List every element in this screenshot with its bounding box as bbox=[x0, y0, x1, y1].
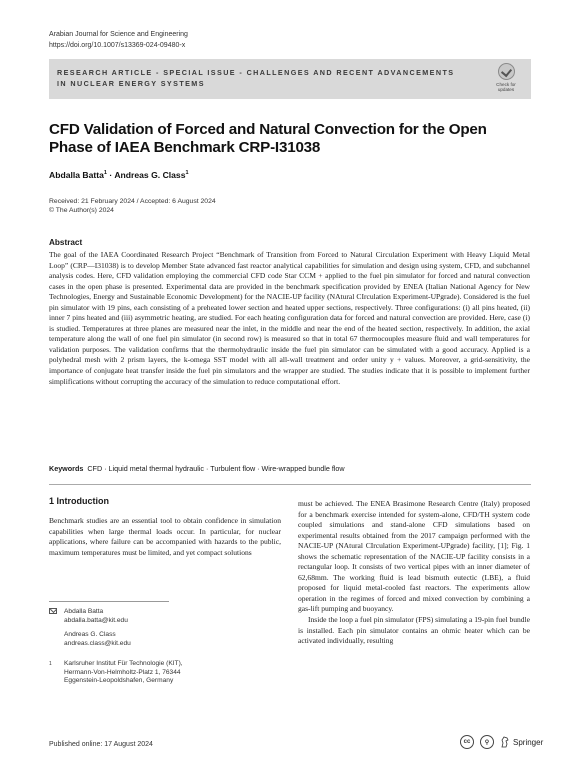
right-column bbox=[298, 499, 530, 647]
affiliation bbox=[49, 660, 183, 686]
introduction-heading: 1 Introduction bbox=[49, 496, 109, 506]
creative-commons-icon: cc bbox=[460, 735, 474, 749]
check-updates-label-1: Check for bbox=[496, 82, 516, 87]
affiliation-line: Karlsruher Institut Für Technologie (KIT), bbox=[64, 660, 183, 667]
introduction-paragraph: must be achieved. The ENEA Brasimone Research Centre (Italy) proposed for a benchmark exercise intended for system-alone, CFD/TH system code coupled simulations and stand-alone CFD simulations based on experimental results obtained from the 2017 campaign performed with the NACIE-UP (NAtural CIrculation Experiment-UPgrade) facility, [1]; Fig. 1 shows the schematic representation of the NACIE-UP facility consists in a rectangular loop. It consists of two vertical pipes with an inner diameter of 62,68mm. The working fluid is lead bismuth eutectic (LBE), a fluid proposed for liquid metal-cooled fast reactors. The experiments allow operation in the regimes of forced and mixed convection by combining a gas-lift pumping and buoyancy. bbox=[298, 499, 530, 614]
received-accepted-dates: Received: 21 February 2024 / Accepted: 6 August 2024 bbox=[49, 198, 216, 205]
footer-logos bbox=[460, 735, 543, 749]
contact-name: Abdalla Batta bbox=[64, 608, 104, 615]
footnote-rule bbox=[49, 601, 169, 602]
abstract-heading: Abstract bbox=[49, 238, 83, 247]
envelope-icon bbox=[49, 608, 57, 614]
left-column bbox=[49, 496, 281, 558]
publisher-logo bbox=[500, 736, 543, 748]
contact-email[interactable]: andreas.class@kit.edu bbox=[64, 639, 131, 647]
author-list bbox=[49, 170, 189, 180]
author-affiliation-mark: 1 bbox=[185, 170, 189, 177]
keywords bbox=[49, 464, 530, 473]
introduction-paragraph: Inside the loop a fuel pin simulator (FPS) simulating a 19-pin fuel bundle is installed. Each pin simulator contains an ohmic heater which can be activated individually, resulting bbox=[298, 615, 530, 646]
copyright-line: © The Author(s) 2024 bbox=[49, 207, 114, 214]
introduction-paragraph: Benchmark studies are an essential tool to obtain confidence in simulation capabilities when large thermal loads occur. In particular, for nuclear applications, where failure can be accompanied with hazards to the public, maximum temperatures must be limited, and yet compact solutions bbox=[49, 516, 281, 557]
abstract-body: The goal of the IAEA Coordinated Research Project “Benchmark of Transition from Forced to Natural Circulation Experiment with Heavy Liquid Metal Loop” (CRP—I31038) is to develop Member State advanced fast reactor analytical capabilities for simulation and design using system, CFD, and subchannel analysis codes. Here, CFD validation employing the commercial CFD code Star CCM + applied to the fuel pin simulator for forced and natural convection cases in the open phase is presented. Experimental data are provided in the benchmark specification provided by ENEA (Italian National Agency for New Technologies, Energy and Sustainable Economic Development) for the NACIE-UP facility (NAtural CIrculation Experiment-UPgrade). Considered is the fuel pin simulator with 19 pins, each consisting of a preheated lower section and heated upper sections, respectively. Three configurations: (i) all pins heated, (ii) inner 7 pins heated and (iii) asymmetric heating, are studied. For each heating configuration data for forced and natural convection are provided. Here, case (i) is studied. Temperatures at three planes are measured near the inlet, in the middle and near the end of the heated section, respectively. In addition, the axial temperature along the wall of one fuel pin simulator (in second row) is measured so that in total 67 thermocouples measure fluid and wall temperatures for validation purposes. The validation confirms that the thermohydraulic inside the fuel pin simulator can be simulated with a good accuracy. Applied is a polyhedral mesh with 2 prism layers, the k-omega SST model with all all-wall treatment and order unity y + values. Moreover, a grid-sensitivity, the importance of conjugate heat transfer inside the fuel pin simulators and the wrapper are studied. The studies indicate that it is possible to implement further simplifications without corrupting the accuracy of the simulation to reduce computational effort. bbox=[49, 250, 530, 386]
article-title: CFD Validation of Forced and Natural Convection for the Open Phase of IAEA Benchmark CRP-I31038 bbox=[49, 121, 487, 156]
keywords-text: CFD · Liquid metal thermal hydraulic · Turbulent flow · Wire-wrapped bundle flow bbox=[87, 464, 345, 473]
affiliation-line: Eggenstein-Leopoldshafen, Germany bbox=[64, 677, 174, 685]
journal-name: Arabian Journal for Science and Engineering bbox=[49, 31, 188, 38]
check-updates-label-2: updates bbox=[497, 87, 515, 92]
contact-name: Andreas G. Class bbox=[64, 631, 116, 639]
section-divider bbox=[49, 484, 531, 485]
author-affiliation-mark: 1 bbox=[103, 170, 107, 177]
affiliation-mark: 1 bbox=[49, 661, 52, 667]
author-name[interactable]: Abdalla Batta bbox=[49, 170, 104, 180]
publisher-name: Springer bbox=[513, 737, 544, 747]
springer-horse-icon bbox=[500, 736, 510, 748]
author-separator: · bbox=[109, 170, 113, 180]
banner-text: RESEARCH ARTICLE - SPECIAL ISSUE - CHALLENGES AND RECENT ADVANCEMENTS IN NUCLEAR ENERGY SYSTEMS bbox=[57, 68, 455, 88]
contact-email[interactable]: abdalla.batta@kit.edu bbox=[64, 616, 128, 624]
check-updates-icon bbox=[498, 63, 515, 80]
keywords-label: Keywords bbox=[49, 464, 84, 473]
check-for-updates-badge[interactable] bbox=[489, 63, 523, 92]
published-date: Published online: 17 August 2024 bbox=[49, 741, 153, 748]
article-dates bbox=[49, 197, 216, 215]
doi-link[interactable]: https://doi.org/10.1007/s13369-024-09480-x bbox=[49, 42, 186, 49]
author-name[interactable]: Andreas G. Class bbox=[114, 170, 186, 180]
affiliation-line: Hermann-Von-Helmholtz-Platz 1, 76344 bbox=[64, 668, 181, 676]
corresponding-author-contacts bbox=[49, 608, 131, 648]
open-access-icon: ⚲ bbox=[480, 735, 494, 749]
article-type-banner bbox=[49, 59, 531, 99]
